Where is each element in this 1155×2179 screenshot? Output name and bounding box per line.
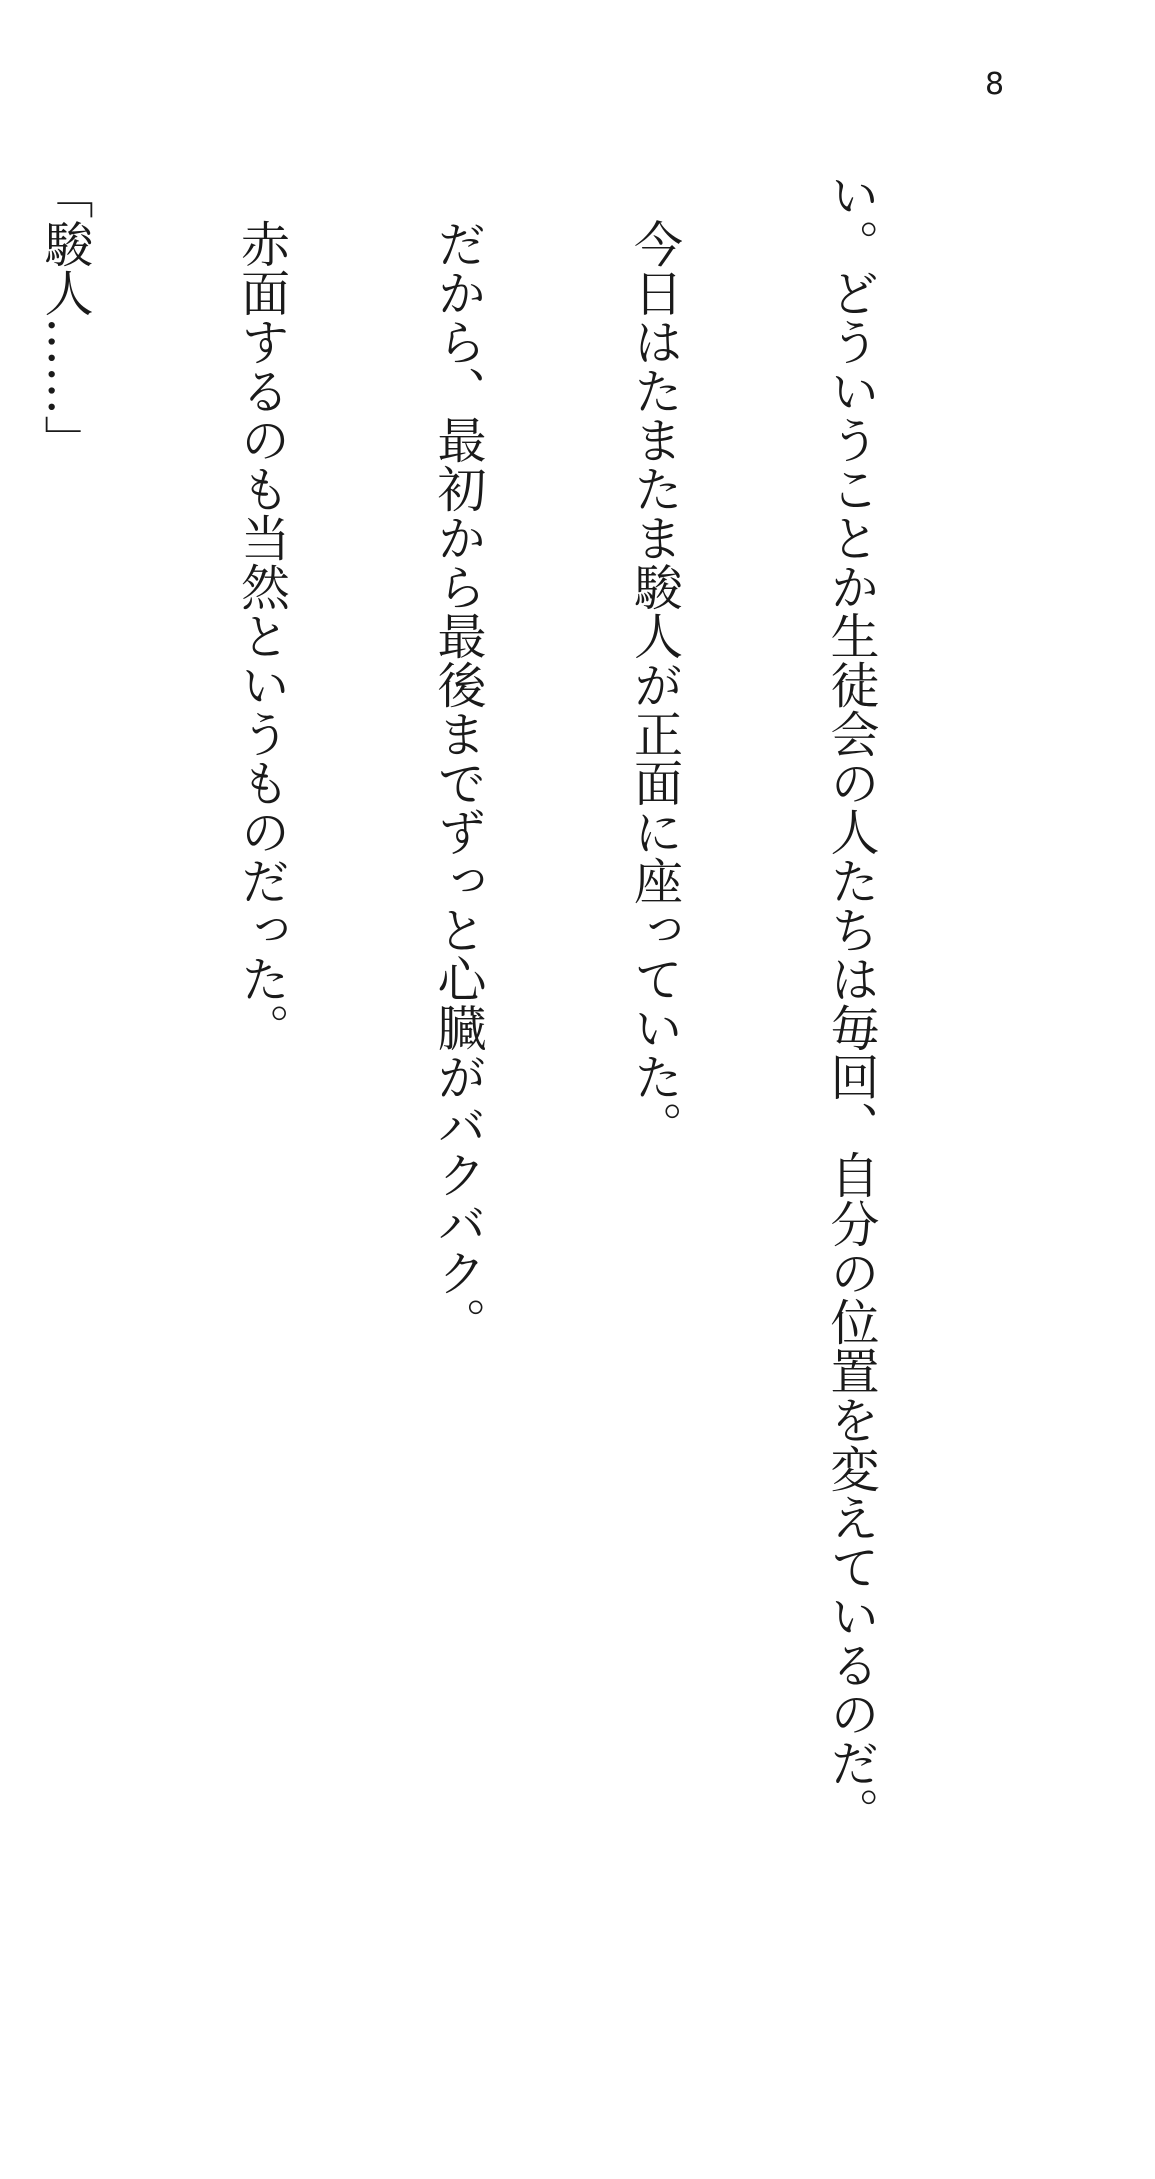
text-line: 今日はたまたま駿人が正面に座っていた。 xyxy=(626,170,684,1150)
text-line: 「駿人……」 xyxy=(37,170,94,464)
text-line: 赤面するのも当然というものだった。 xyxy=(233,170,291,1052)
text-line: い。どういうことか生徒会の人たちは毎回、自分の位置を変えているのだ。 xyxy=(823,170,880,1836)
text-line: だから、最初から最後までずっと心臓がバクバク。 xyxy=(430,170,487,1346)
page-number: 8 xyxy=(985,67,1005,102)
novel-text-body xyxy=(0,170,1015,1836)
